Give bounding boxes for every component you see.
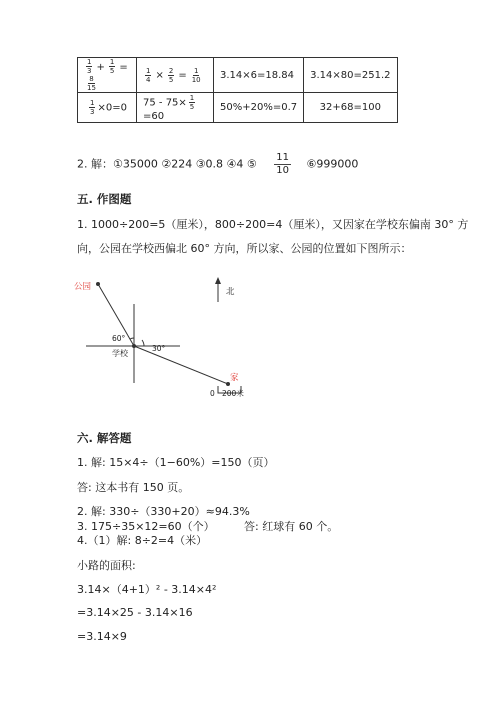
school-point xyxy=(132,344,136,348)
denominator: 3 xyxy=(87,67,92,75)
solution-1-line: 1. 解: 15×4÷（1−60%）=150（页） xyxy=(77,456,275,469)
north-label: 北 xyxy=(226,287,235,297)
home-label: 家 xyxy=(230,373,239,383)
park-label: 公园 xyxy=(74,282,92,292)
fraction xyxy=(86,58,92,75)
denominator: 5 xyxy=(189,102,195,111)
angle-60-arc xyxy=(130,338,134,339)
section-6-title: 六. 解答题 xyxy=(77,431,132,445)
fraction xyxy=(189,94,195,111)
answer-2-text: 2. 解：①35000 ②224 ③0.8 ④4 ⑤ xyxy=(77,157,257,171)
fraction xyxy=(145,67,151,84)
table-cell: 32+68=100 xyxy=(304,93,397,123)
angle-60-label: 60° xyxy=(112,334,126,343)
equals: = xyxy=(119,61,128,73)
denominator: 3 xyxy=(90,108,95,116)
numerator: 1 xyxy=(109,58,115,66)
scale-length-label: 200米 xyxy=(222,389,244,398)
denominator: 5 xyxy=(109,67,115,75)
solution-4-line: 4.（1）解: 8÷2=4（米） xyxy=(77,534,208,547)
area-step-1: =3.14×25 - 3.14×16 xyxy=(77,606,193,619)
numerator: 1 xyxy=(146,66,151,75)
school-to-home-line xyxy=(134,346,228,384)
cell-text: 75 - 75× xyxy=(143,97,187,108)
north-arrow-icon xyxy=(215,277,221,284)
table-cell: 3.14×6=18.84 xyxy=(214,58,304,93)
numerator: 8 xyxy=(89,75,94,83)
denominator: 5 xyxy=(168,75,174,84)
section-5-paragraph-line-2: 向，公园在学校西偏北 60° 方向，所以家、公园的位置如下图所示： xyxy=(77,242,412,255)
numerator: 1 xyxy=(90,99,95,107)
fraction xyxy=(109,58,115,75)
numerator: 2 xyxy=(168,66,174,75)
scale-zero-label: 0 xyxy=(210,389,215,398)
calculation-table xyxy=(77,57,398,123)
table-cell xyxy=(78,58,137,93)
solution-3-line: 3. 175÷35×12=60（个） xyxy=(77,520,215,533)
denominator: 10 xyxy=(276,165,289,176)
location-diagram xyxy=(70,272,260,407)
section-5-title: 五. 作图题 xyxy=(77,192,132,206)
area-formula-line: 3.14×（4+1）² - 3.14×4² xyxy=(77,583,217,596)
denominator: 10 xyxy=(191,75,201,84)
fraction xyxy=(86,75,97,92)
table-cell: 3.14×80=251.2 xyxy=(304,58,397,93)
numerator: 1 xyxy=(189,93,195,102)
denominator: 15 xyxy=(87,84,96,92)
denominator: 4 xyxy=(146,75,151,84)
numerator: 11 xyxy=(276,152,289,163)
park-point xyxy=(96,282,100,286)
angle-30-arc xyxy=(142,340,144,346)
operator: × xyxy=(155,70,164,81)
operator: + xyxy=(96,61,105,73)
numerator: 1 xyxy=(87,58,92,66)
area-step-2: =3.14×9 xyxy=(77,630,127,643)
cell-text: ×0=0 xyxy=(97,102,127,114)
fraction xyxy=(191,67,202,84)
table-row xyxy=(78,58,398,93)
answer-2-tail: ⑥999000 xyxy=(306,157,359,171)
solution-3-answer: 答: 红球有 60 个。 xyxy=(244,520,339,533)
table-cell xyxy=(78,93,137,123)
section-5-paragraph-line-1: 1. 1000÷200=5（厘米），800÷200=4（厘米），又因家在学校东偏南 30° 方 xyxy=(77,218,469,231)
school-label: 学校 xyxy=(112,349,128,358)
solution-1-answer: 答: 这本书有 150 页。 xyxy=(77,481,190,494)
fraction xyxy=(89,99,95,116)
table-cell xyxy=(137,93,214,123)
cell-text: =60 xyxy=(143,110,165,122)
angle-30-label: 30° xyxy=(152,344,166,353)
answer-2-fraction xyxy=(274,152,291,177)
table-row xyxy=(78,93,398,123)
table-cell xyxy=(137,58,214,93)
path-area-label: 小路的面积: xyxy=(77,559,136,572)
table-cell: 50%+20%=0.7 xyxy=(214,93,304,123)
equals: = xyxy=(178,70,187,81)
fraction xyxy=(168,67,174,84)
numerator: 1 xyxy=(193,66,199,75)
answer-2-line xyxy=(77,152,358,177)
solution-2-line: 2. 解: 330÷（330+20）≈94.3% xyxy=(77,505,250,518)
